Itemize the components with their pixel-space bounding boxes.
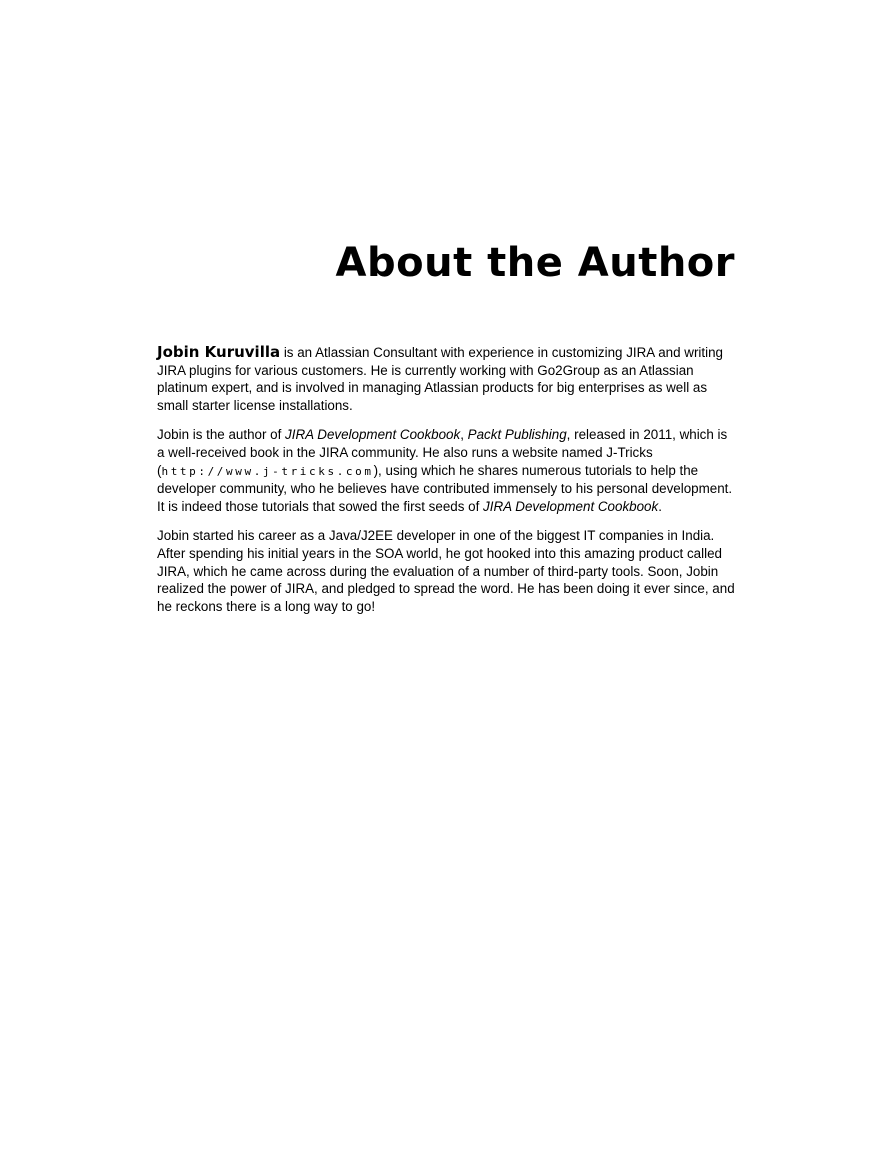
bio-paragraph-1-text: is an Atlassian Consultant with experience in customizing JIRA and writing JIRA plugins for various customers. He is currently working with Go2Group as an Atlassian platinum expert, and is involved in managing Atlassian products for big enterprises as well as small starter license installations. bbox=[157, 345, 723, 413]
website-url: http://www.j-tricks.com bbox=[161, 464, 374, 478]
bio-paragraph-3: Jobin started his career as a Java/J2EE developer in one of the biggest IT companies in India. After spending his initial years in the SOA world, he got hooked into this amazing product called JIRA, which he came across during the evaluation of a number of third-party tools. Soon, Jobin realized the power of JIRA, and pledged to spread the word. He has been doing it ever since, and he reckons there is a long way to go! bbox=[157, 528, 735, 614]
author-name: Jobin Kuruvilla bbox=[157, 343, 281, 361]
bio-text-segment: Jobin is the author of bbox=[157, 427, 286, 443]
bio-text-segment: . bbox=[658, 498, 662, 514]
bio-paragraph-1 bbox=[157, 344, 737, 414]
bio-text-segment: , released in 2011, which is a well-received book in the JIRA community. He also runs a website named J-Tricks ( bbox=[157, 427, 728, 478]
bio-paragraph-2 bbox=[157, 426, 737, 515]
book-title-2: JIRA Development Cookbook bbox=[483, 498, 659, 514]
bio-text-segment: ), using which he shares numerous tutorials to help the developer community, who he believes have contributed immensely to his personal development. It is indeed those tutorials that sowed the first seeds of bbox=[157, 462, 733, 514]
page-title: About the Author bbox=[335, 240, 735, 286]
bio-text-segment: , bbox=[460, 427, 468, 443]
publisher-name: Packt Publishing bbox=[467, 427, 567, 443]
author-bio bbox=[157, 344, 737, 627]
book-title: JIRA Development Cookbook bbox=[285, 427, 461, 443]
